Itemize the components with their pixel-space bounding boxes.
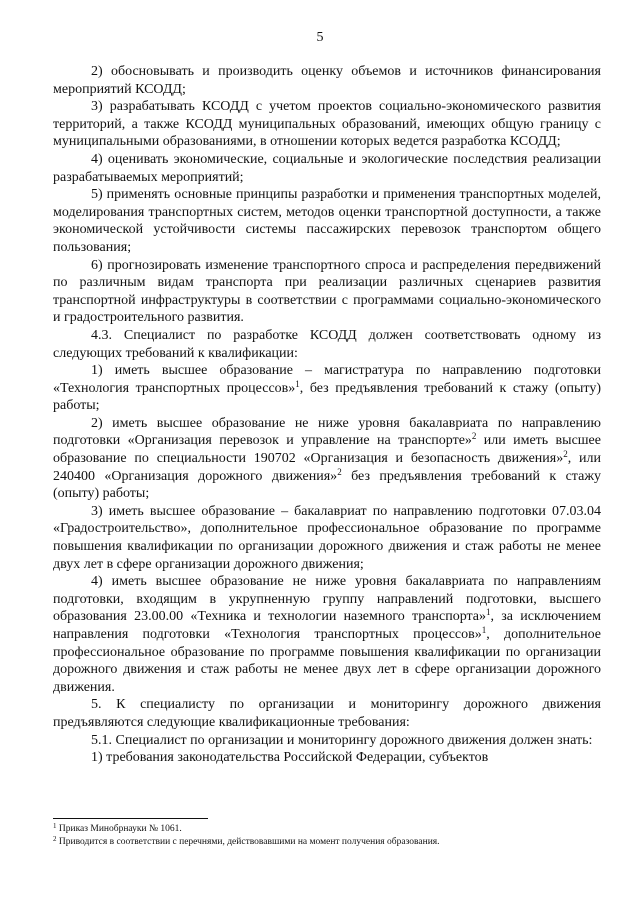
- paragraph-requirement-2: [53, 415, 601, 503]
- footnotes: [53, 823, 601, 848]
- paragraph-item-6: 6) прогнозировать изменение транспортного спроса и распределения передвижений по различным видам транспорта при реализации различных сценариев развития транспортной инфраструктуры в соответствии с программами социально-экономического и градостроительного развития.: [53, 257, 601, 326]
- paragraph-requirement-3: 3) иметь высшее образование – бакалавриат по направлению подготовки 07.03.04 «Градостроительство», дополнительное профессиональное образование по программе повышения квалификации по организации дорожного движения и стаж работы не менее двух лет в сфере организации дорожного движения;: [53, 503, 601, 572]
- footnote-ref: 1: [295, 378, 300, 389]
- requirement-2-text-a: 2) иметь высшее образование не ниже уровня бакалавриата по направлению подготовки «Организация перевозок и управление на транспорте»: [53, 415, 601, 449]
- footnote-text: Приводится в соответствии с перечнями, действовавшими на момент получения образования.: [56, 836, 440, 847]
- requirement-2-text-c: , или 240400 «Организация дорожного движения»: [53, 451, 601, 484]
- document-body: [53, 63, 601, 767]
- footnote-ref: 1: [486, 607, 491, 618]
- footnote-mark: 2: [53, 834, 57, 843]
- requirement-2-text-d: без предъявления требований к стажу (опыту) работы;: [53, 468, 601, 502]
- footnote-ref: 1: [481, 625, 487, 635]
- footnote-divider: [53, 818, 208, 819]
- paragraph-requirement-4: [53, 573, 601, 696]
- footnote-ref: 2: [563, 449, 568, 460]
- footnote-ref: 2: [471, 431, 477, 442]
- footnote-1: [53, 823, 601, 836]
- footnote-2: [53, 836, 601, 849]
- requirement-4-text-a: 4) иметь высшее образование не ниже уровня бакалавриата по направлениям подготовки, входящим в укрупненную группу направлений подготовки, высшего образования 23.00.00 «Техника и технологии наземного транспорта»: [53, 574, 601, 625]
- paragraph-item-4: 4) оценивать экономические, социальные и экологические последствия реализации разрабатываемых мероприятий;: [53, 151, 601, 185]
- requirement-1-text-end: , без предъявления требований к стажу (опыту) работы;: [53, 380, 601, 414]
- paragraph-requirement-1: [53, 362, 601, 415]
- requirement-2-text-b: или иметь высшее образование по специальности 190702 «Организация и безопасность движения»: [53, 433, 601, 467]
- paragraph-item-2: 2) обосновывать и производить оценку объемов и источников финансирования мероприятий КСОДД;: [53, 64, 601, 97]
- requirement-1-text: 1) иметь высшее образование – магистратура по направлению подготовки «Технология транспортных процессов»: [53, 363, 601, 396]
- paragraph-item-5: 5) применять основные принципы разработки и применения транспортных моделей, моделирования транспортных систем, методов оценки транспортной доступности, а также экономической устойчивости системы пассажирских перевозок транспортом общего пользования;: [53, 187, 601, 255]
- requirement-4-text-c: , дополнительное профессиональное образование по программе повышения квалификации по организации дорожного движения и стаж работы не менее двух лет в сфере организации дорожного движения.: [53, 627, 602, 695]
- page-number: 5: [316, 30, 324, 45]
- paragraph-item-1-knowledge: 1) требования законодательства Российской Федерации, субъектов: [91, 750, 489, 766]
- footnote-text: Приказ Минобрнауки № 1061.: [56, 824, 182, 834]
- paragraph-section-5-1: 5.1. Специалист по организации и мониторингу дорожного движения должен знать:: [91, 732, 593, 748]
- paragraph-section-5: 5. К специалисту по организации и мониторингу дорожного движения предъявляются следующие квалификационные требования:: [53, 697, 601, 730]
- requirement-4-text-b: , за исключением направления подготовки «Технология транспортных процессов»: [53, 609, 601, 642]
- paragraph-item-3: 3) разрабатывать КСОДД с учетом проектов социально-экономического развития территорий, а также КСОДД муниципальных образований, имеющих общую границу с муниципальными образованиями, в отношении которых ведется разработка КСОДД;: [53, 99, 601, 150]
- footnote-ref: 2: [337, 466, 342, 477]
- paragraph-section-4-3: 4.3. Специалист по разработке КСОДД должен соответствовать одному из следующих требований к квалификации:: [53, 327, 601, 361]
- footnote-mark: 1: [53, 822, 57, 830]
